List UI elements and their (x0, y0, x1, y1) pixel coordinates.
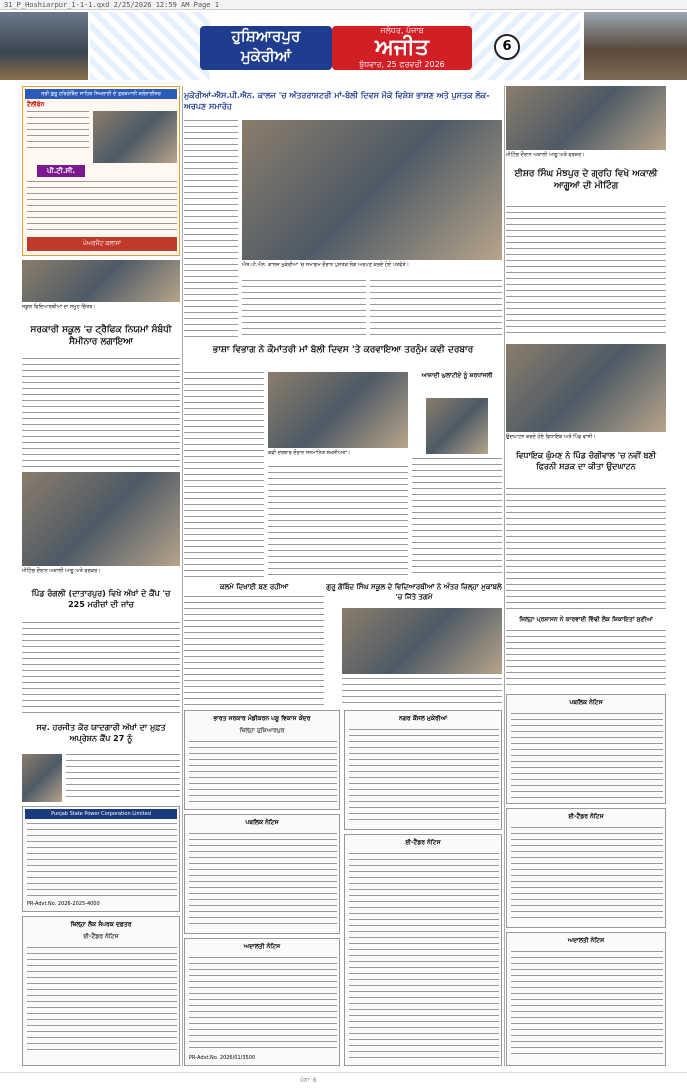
masthead-brand (332, 26, 472, 70)
masthead-pattern-left (90, 12, 210, 80)
eye-camp-photo (22, 472, 180, 566)
right-ad-1-text (511, 713, 663, 799)
pspcl-ad-title: Punjab State Power Corporation Limited (25, 809, 177, 819)
epc-ad (184, 710, 340, 810)
article-traffic-headline: ਸਰਕਾਰੀ ਸਕੂਲ 'ਚ ਟ੍ਰੈਫਿਕ ਨਿਯਮਾਂ ਸੰਬੰਧੀ ਸੈਮੀਨਾਰ ਲਗਾਇਆ (30, 325, 172, 347)
masthead-edition: ਜਲੰਧਰ, ਪੰਜਾਬ (380, 26, 424, 35)
right-ad-3-title: ਅਦਾਲਤੀ ਨੋਟਿਸ (567, 937, 605, 944)
article-road-headline: ਵਿਧਾਇਕ ਘੁੰਮਣ ਨੇ ਪਿੰਡ ਚੰਗੀਵਾਲ 'ਚ ਨਵੀਂ ਬਣੀ ਫਿਰਨੀ ਸੜਕ ਦਾ ਕੀਤਾ ਉਦਘਾਟਨ (515, 451, 657, 471)
school-group-photo (22, 260, 180, 302)
notice-ad-2-title: ਅਦਾਲਤੀ ਨੋਟਿਸ (243, 943, 281, 950)
pspcl-ad (22, 806, 180, 912)
inauguration-photo (506, 344, 666, 432)
masthead-date: ਬੁੱਧਵਾਰ, 25 ਫਰਵਰੀ 2026 (359, 60, 445, 69)
article-akali-text (506, 206, 666, 338)
article-traffic-text (22, 358, 180, 468)
school-group-caption: ਸਕੂਲ ਵਿਦਿਆਰਥੀਆਂ ਦਾ ਸਮੂਹ ਚਿੱਤਰ। (22, 304, 96, 310)
epc-ad-text (189, 741, 337, 805)
top-left-ad-text (27, 111, 89, 151)
notice-ad-1-text (189, 833, 337, 929)
right-ad-1-title: ਪਬਲਿਕ ਨੋਟਿਸ (569, 699, 603, 706)
dpro-ad-title: ਜ਼ਿਲ੍ਹਾ ਲੋਕ ਸੰਪਰਕ ਦਫ਼ਤਰ (70, 921, 132, 928)
article-small-text (184, 596, 324, 706)
article-road-text (506, 488, 666, 612)
article-language-dept-headline: ਭਾਸ਼ਾ ਵਿਭਾਗ ਨੇ ਕੌਮਾਂਤਰੀ ਮਾਂ ਬੋਲੀ ਦਿਵਸ 'ਤੇ ਕਰਵਾਇਆ ਤਰਨੁੰਮ ਕਵੀ ਦਰਬਾਰ (212, 345, 474, 355)
article-harjit-camp-headline: ਸਵ. ਹਰਜੀਤ ਕੌਰ ਯਾਦਗਾਰੀ ਅੱਖਾਂ ਦਾ ਮੁਫ਼ਤ ਅਪ੍ਰੇਸ਼ਨ ਕੈਂਪ 27 ਨੂੰ (36, 723, 166, 743)
masthead-brand-name: ਅਜੀਤ (375, 35, 429, 60)
article-akali-headline: ਈਸ਼ਰ ਸਿੰਘ ਮੰਝਪੁਰ ਦੇ ਗ੍ਰਹਿ ਵਿਖੇ ਅਕਾਲੀ ਆਗੂਆਂ ਦੀ ਮੀਟਿੰਗ (514, 169, 658, 191)
right-ad-2 (506, 808, 666, 928)
pspcl-ad-code: PR-Advt.No. 2026-2025-4000 (27, 901, 100, 907)
municipal-ad (344, 710, 502, 830)
bottom-ruler (0, 1072, 687, 1090)
article-college-headline: ਮੁਕੇਰੀਆਂ-ਐਸ.ਪੀ.ਐਨ. ਕਾਲਜ 'ਚ ਅੰਤਰਰਾਸ਼ਟਰੀ ਮਾਂ-ਬੋਲੀ ਦਿਵਸ ਮੌਕੇ ਵਿਸ਼ੇਸ਼ ਭਾਸ਼ਣ ਅਤੇ ਪੁਸਤਕ ਲੋਕ-ਅਰਪਣ ਸਮਾਰੋਹ (184, 91, 490, 111)
article-college-text-col2 (242, 280, 366, 340)
notice-ad-2 (184, 938, 340, 1066)
article-admin-headline: ਜ਼ਿਲ੍ਹਾ ਪ੍ਰਸ਼ਾਸਨ ਨੇ ਕਾਰਵਾਈ ਵਿੱਢੀ ਲੋਕ ਸ਼ਿਕਾਇਤਾਂ ਸੁਣੀਆਂ (519, 616, 653, 623)
municipal-ad-text (349, 729, 499, 825)
masthead-title-line1: ਹੁਸ਼ਿਆਰਪੁਰ (231, 27, 301, 45)
top-left-ad-badge: ਪੀ.ਟੀ.ਸੀ. (37, 165, 85, 177)
notice-ad-1-title: ਪਬਲਿਕ ਨੋਟਿਸ (245, 819, 279, 826)
masthead-title-line2: ਮੁਕੇਰੀਆਂ (240, 47, 292, 65)
dpro-ad-subtitle: ਈ-ਟੈਂਡਰ ਨੋਟਿਸ (83, 933, 119, 940)
masthead-left-photo (0, 12, 88, 80)
notice-ad-1 (184, 814, 340, 934)
kavi-darbar-caption: ਕਵੀ ਦਰਬਾਰ ਦੌਰਾਨ ਸਨਮਾਨਿਤ ਸ਼ਖ਼ਸੀਅਤਾਂ। (268, 450, 351, 456)
article-eye-camp-text (22, 622, 180, 718)
page-number: 6 (494, 34, 520, 60)
article-college-text-col3 (370, 280, 502, 340)
bottom-page-label: ਪੰਨਾ 6 (300, 1077, 317, 1084)
notice-ad-2-code: PR-Advt.No. 2026/01/3500 (189, 1055, 256, 1061)
right-ad-2-text (511, 827, 663, 923)
epc-ad-title: ਭਾਰਤ ਸਰਕਾਰ ਮੰਡੀਕਰਨ ਪਸ਼ੂ ਵਿਕਾਸ ਕੇਂਦਰ (213, 715, 311, 722)
article-tribute-headline: ਆਜ਼ਾਦੀ ਘੁਲਾਟੀਏ ਨੂੰ ਸ਼ਰਧਾਂਜਲੀ (421, 372, 493, 379)
inauguration-caption: ਉਦਘਾਟਨ ਕਰਦੇ ਹੋਏ ਵਿਧਾਇਕ ਅਤੇ ਪਿੰਡ ਵਾਸੀ। (506, 434, 596, 440)
notice-ad-2-text (189, 957, 337, 1053)
dpro-ad-text (27, 947, 177, 1053)
column-divider-1 (182, 86, 183, 1066)
right-ad-2-title: ਈ-ਟੈਂਡਰ ਨੋਟਿਸ (568, 813, 604, 820)
top-left-ad (22, 86, 180, 256)
epc-ad-subtitle: ਜ਼ਿਲ੍ਹਾ ਹੁਸ਼ਿਆਰਪੁਰ (239, 727, 285, 734)
college-event-photo (242, 120, 502, 260)
eye-camp-caption: ਮੀਟਿੰਗ ਦੌਰਾਨ ਅਕਾਲੀ ਆਗੂ ਅਤੇ ਵਰਕਰ। (22, 568, 101, 574)
akali-meeting-photo (506, 86, 666, 150)
article-school-medals-text (342, 678, 502, 706)
article-school-medals-headline: ਗੁਰੂ ਗੋਬਿੰਦ ਸਿੰਘ ਸਕੂਲ ਦੇ ਵਿਦਿਆਰਥੀਆਂ ਨੇ ਅੰਤਰ ਜ਼ਿਲ੍ਹਾ ਮੁਕਾਬਲੇ 'ਚ ਜਿੱਤੇ ਤਗਮੇ (326, 583, 502, 601)
right-ad-1 (506, 694, 666, 804)
tribute-portrait (426, 398, 488, 454)
top-left-ad-body (27, 181, 177, 231)
article-language-dept-text-col1 (184, 372, 264, 578)
dpro-ad (22, 916, 180, 1066)
kavi-darbar-photo (268, 372, 408, 448)
right-ad-3-text (511, 951, 663, 1059)
masthead-city (200, 26, 332, 70)
system-bar: 31_P_Hoshiarpur_1-1-1.qxd 2/25/2026 12:59 AM Page 1 (0, 0, 687, 10)
pspcl-ad-text (27, 823, 177, 897)
tender-ad (344, 834, 502, 1066)
right-ad-3 (506, 932, 666, 1066)
masthead-pattern-right (470, 12, 580, 80)
article-eye-camp-headline: ਪਿੰਡ ਰੰਗਲੀ (ਦਾਤਾਰਪੁਰ) ਵਿਖੇ ਅੱਖਾਂ ਦੇ ਕੈਂਪ 'ਚ 225 ਮਰੀਜ਼ਾਂ ਦੀ ਜਾਂਚ (31, 589, 171, 609)
article-admin-text (506, 630, 666, 690)
college-event-caption: ਐਸ.ਪੀ.ਐਨ. ਕਾਲਜ ਮੁਕੇਰੀਆਂ 'ਚ ਸਮਾਗਮ ਦੌਰਾਨ ਪੁਸਤਕ ਲੋਕ ਅਰਪਣ ਕਰਦੇ ਹੋਏ ਪਤਵੰਤੇ। (242, 262, 409, 268)
top-left-ad-photo (93, 111, 177, 163)
article-tribute-text (412, 458, 502, 578)
akali-meeting-caption: ਮੀਟਿੰਗ ਦੌਰਾਨ ਅਕਾਲੀ ਆਗੂ ਅਤੇ ਵਰਕਰ। (506, 152, 585, 158)
article-language-dept-text-col2 (268, 466, 408, 578)
article-harjit-camp-text (66, 754, 180, 802)
column-divider-2 (504, 86, 505, 1066)
top-left-ad-footer: ਪੇਅਰਮੈਂਟ ਕਲਾਸਾਂ (27, 237, 177, 251)
masthead-right-photo (584, 12, 687, 80)
tender-ad-title: ਈ-ਟੈਂਡਰ ਨੋਟਿਸ (405, 839, 441, 846)
article-college-text-col1 (184, 120, 238, 340)
harjit-kaur-portrait (22, 754, 62, 802)
article-small-headline: ਕਲਮੇ ਦਿਖਾਈ ਬਣ ਰਹੀਆਂ (219, 583, 289, 591)
school-medals-photo (342, 608, 502, 674)
municipal-ad-title: ਨਗਰ ਕੌਂਸਲ ਮੁਕੇਰੀਆਂ (398, 715, 448, 722)
tender-ad-text (349, 853, 499, 1059)
top-left-ad-subtitle: ਟੈਲੀਫੋਨ (27, 101, 45, 108)
top-left-ad-title: ਸ੍ਰੀ ਗੁਰੂ ਹਰਿਗੋਬਿੰਦ ਸਾਹਿਬ ਸਿਖਲਾਈ ਦੇ ਤੁਰਕਮਾਨੀ ਕਲੋਨਾਈਜ਼ਰ (25, 89, 177, 99)
